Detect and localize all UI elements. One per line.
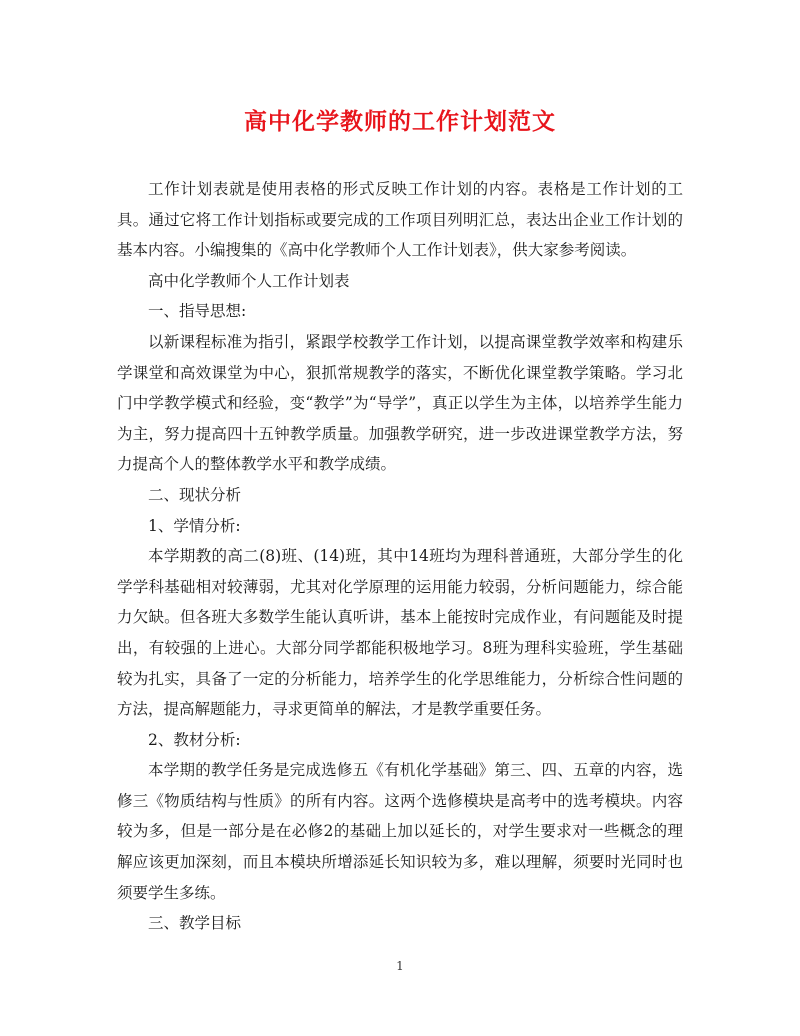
plan-table-heading: 高中化学教师个人工作计划表 bbox=[148, 271, 350, 290]
intro-paragraph: 工作计划表就是使用表格的形式反映工作计划的内容。表格是工作计划的工具。通过它将工作计划指标或要完成的工作项目列明汇总，表达出企业工作计划的基本内容。小编搜集的《高中化学教师个人工作计划表》，供大家参考阅读。 bbox=[117, 180, 683, 260]
section-heading-guiding-thought: 一、指导思想: bbox=[148, 302, 247, 321]
document-title: 高中化学教师的工作计划范文 bbox=[244, 108, 556, 135]
subsection-heading-student-analysis: 1、学情分析: bbox=[148, 516, 241, 535]
textbook-analysis-paragraph: 本学期的教学任务是完成选修五《有机化学基础》第三、四、五章的内容，选修三《物质结构与性质》的所有内容。这两个选修模块是高考中的选考模块。内容较为多，但是一部分是在必修2的基础上加以延长的，对学生要求对一些概念的理解应该更加深刻，而且本模块所增添延长知识较为多，难以理解，须要时光同时也须要学生多练。 bbox=[117, 761, 683, 902]
subsection-heading-textbook-analysis: 2、教材分析: bbox=[148, 730, 241, 749]
section-heading-teaching-goals: 三、教学目标 bbox=[148, 914, 242, 933]
student-analysis-paragraph: 本学期教的高二(8)班、(14)班，其中14班均为理科普通班，大部分学生的化学学科基础相对较薄弱，尤其对化学原理的运用能力较弱，分析问题能力，综合能力欠缺。但各班大多数学生能认真听讲，基本上能按时完成作业，有问题能及时提出，有较强的上进心。大部分同学都能积极地学习。8班为理科实验班，学生基础较为扎实，具备了一定的分析能力，培养学生的化学思维能力，分析综合性问题的方法，提高解题能力，寻求更简单的解法，才是教学重要任务。 bbox=[117, 547, 683, 719]
page-number: 1 bbox=[396, 959, 404, 973]
section-heading-status-analysis: 二、现状分析 bbox=[148, 485, 242, 504]
document-body bbox=[117, 174, 683, 939]
guiding-thought-paragraph: 以新课程标准为指引，紧跟学校教学工作计划，以提高课堂教学效率和构建乐学课堂和高效课堂为中心，狠抓常规教学的落实，不断优化课堂教学策略。学习北门中学教学模式和经验，变“教学”为“导学”，真正以学生为主体，以培养学生能力为主，努力提高四十五钟教学质量。加强教学研究，进一步改进课堂教学方法，努力提高个人的整体教学水平和教学成绩。 bbox=[117, 332, 683, 474]
